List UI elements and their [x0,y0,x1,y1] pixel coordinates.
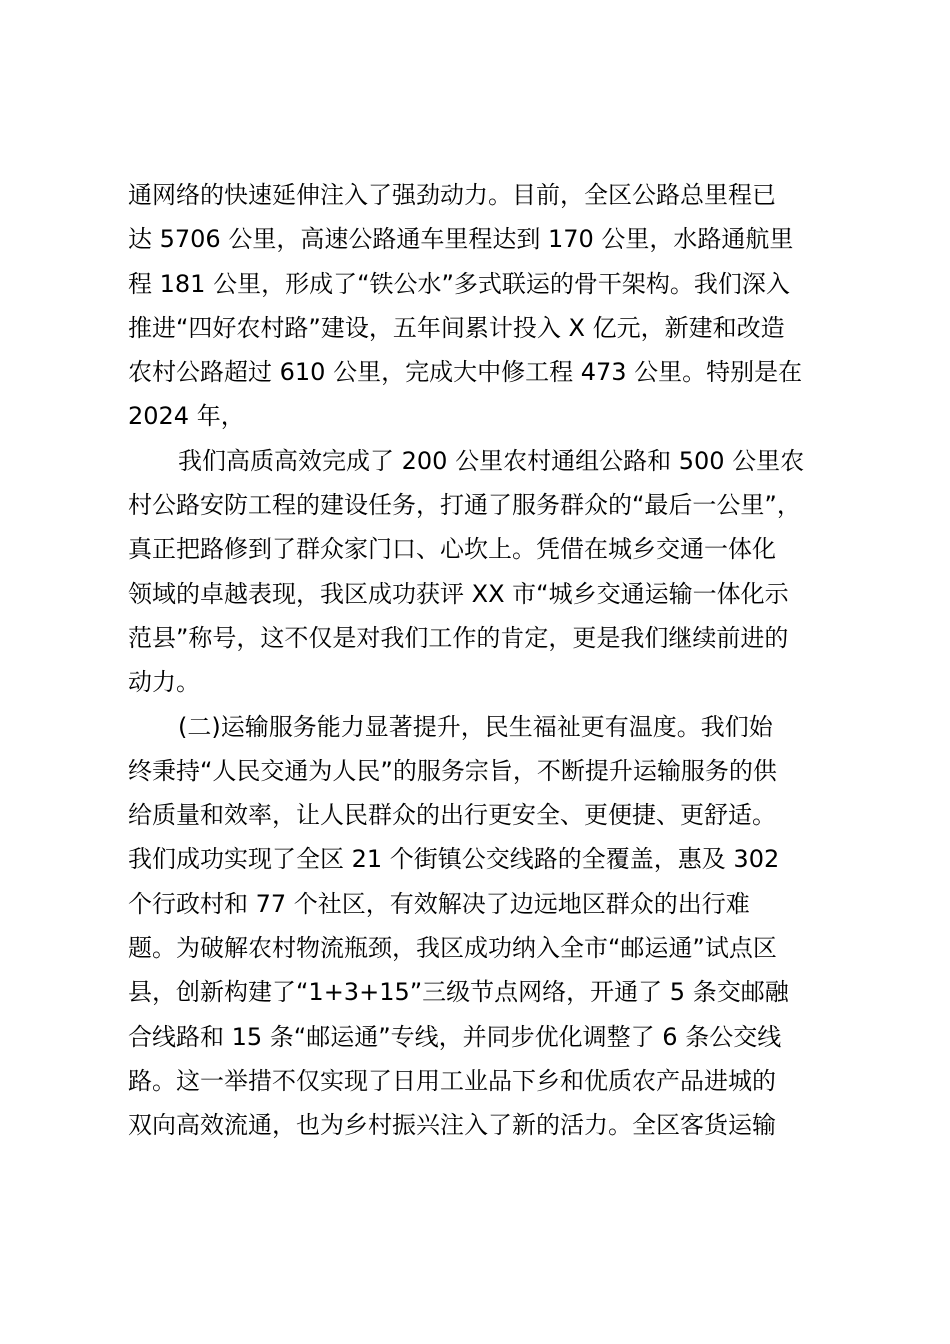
text-line: 达 5706 公里，高速公路通车里程达到 170 公里，水路通航里 [128,225,794,254]
text-line: 动力。 [128,668,200,697]
text-line: 我们成功实现了全区 21 个街镇公交线路的全覆盖，惠及 302 [128,845,780,874]
text-line: 合线路和 15 条“邮运通”专线，并同步优化调整了 6 条公交线 [128,1022,782,1051]
text-line: 推进“四好农村路”建设，五年间累计投入 X 亿元，新建和改造 [128,313,785,342]
text-line: 终秉持“人民交通为人民”的服务宗旨，不断提升运输服务的供 [128,756,777,785]
text-line: 范县”称号，这不仅是对我们工作的肯定，更是我们继续前进的 [128,623,789,652]
paragraph-3 [128,705,838,1148]
text-line: 县，创新构建了“1+3+15”三级节点网络，开通了 5 条交邮融 [128,978,789,1007]
text-line: (二)运输服务能力显著提升，民生福祉更有温度。我们始 [178,712,773,741]
text-line: 领域的卓越表现，我区成功获评 XX 市“城乡交通运输一体化示 [128,579,789,608]
text-line: 村公路安防工程的建设任务，打通了服务群众的“最后一公里”， [128,491,801,520]
text-line: 真正把路修到了群众家门口、心坎上。凭借在城乡交通一体化 [128,535,776,564]
text-line: 通网络的快速延伸注入了强劲动力。目前，全区公路总里程已 [128,181,776,209]
text-line: 个行政村和 77 个社区，有效解决了边远地区群众的出行难 [128,889,750,918]
document-body [128,173,838,1148]
text-line: 题。为破解农村物流瓶颈，我区成功纳入全市“邮运通”试点区 [128,934,777,963]
paragraph-2 [128,439,838,705]
text-line: 给质量和效率，让人民群众的出行更安全、更便捷、更舒适。 [128,801,776,830]
paragraph-1 [128,173,838,439]
text-line: 双向高效流通，也为乡村振兴注入了新的活力。全区客货运输 [128,1111,776,1140]
text-line: 2024 年， [128,402,245,431]
text-line: 路。这一举措不仅实现了日用工业品下乡和优质农产品进城的 [128,1066,776,1095]
text-line: 我们高质高效完成了 200 公里农村通组公路和 500 公里农 [178,446,805,475]
text-line: 农村公路超过 610 公里，完成大中修工程 473 公里。特别是在 [128,358,803,387]
text-line: 程 181 公里，形成了“铁公水”多式联运的骨干架构。我们深入 [128,269,790,298]
